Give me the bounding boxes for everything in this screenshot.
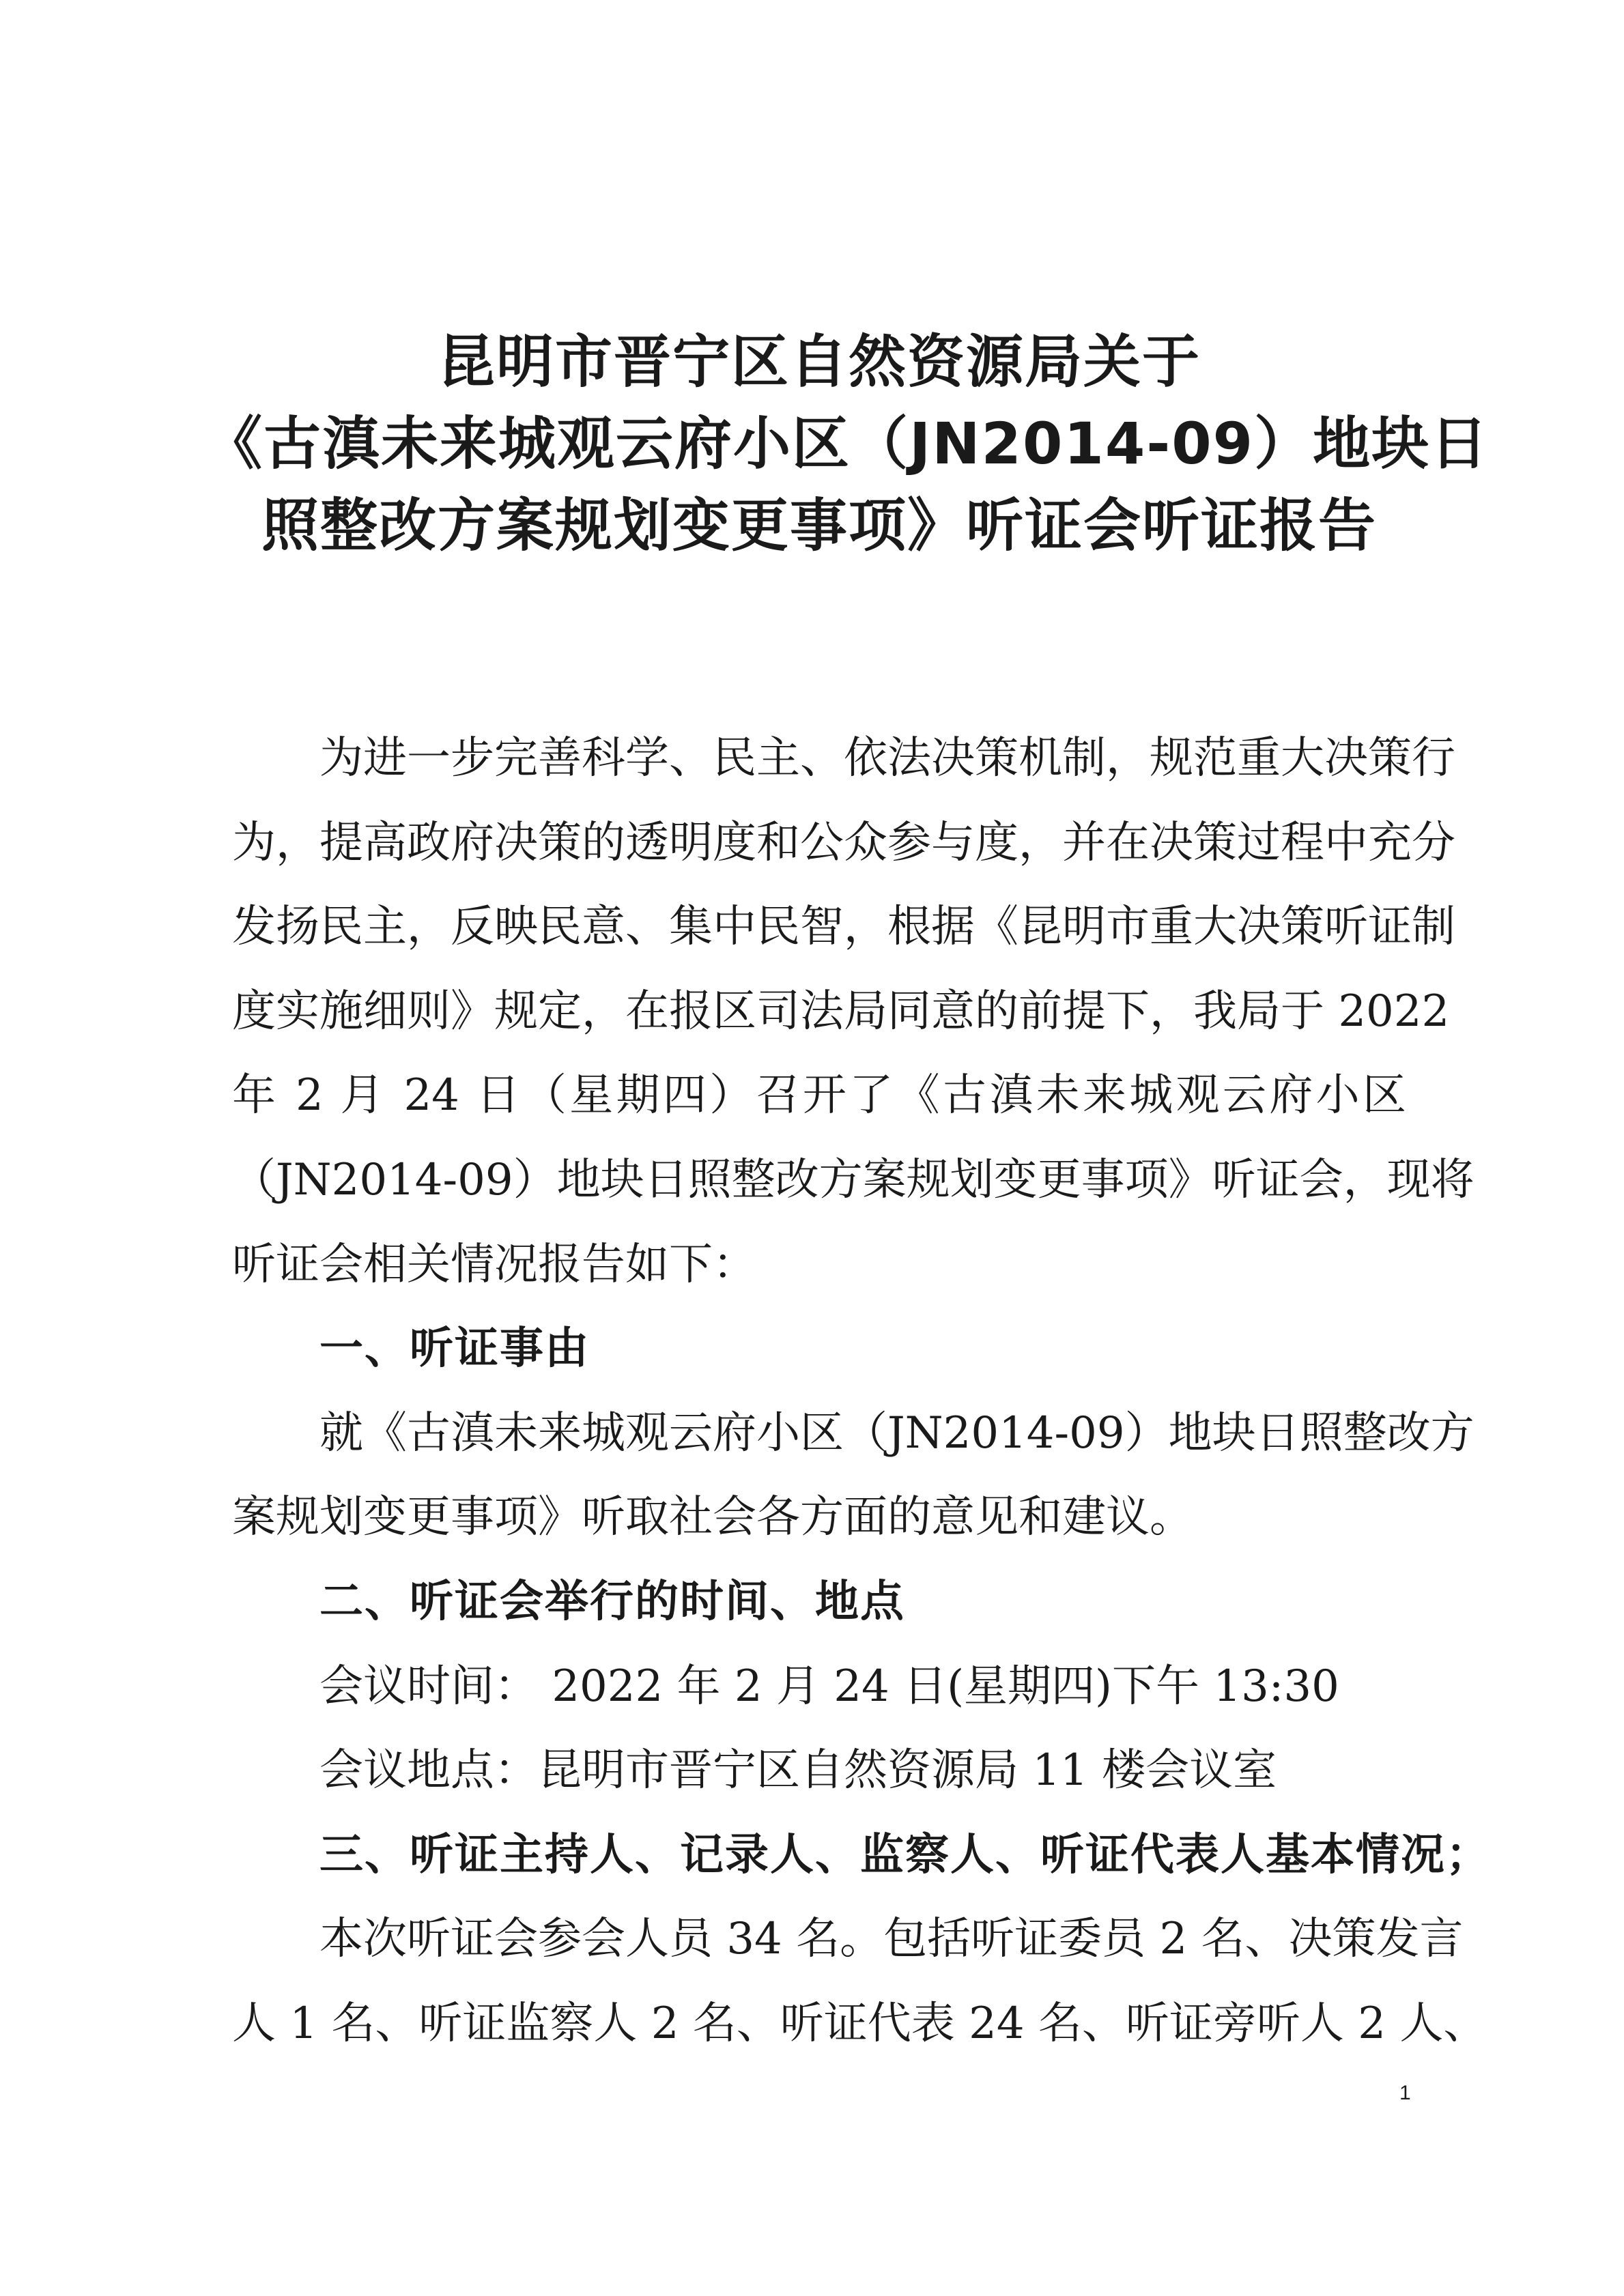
section-heading-1: 一、听证事由 xyxy=(319,1323,590,1375)
body-line-9: 就《古滇未来城观云府小区（JN2014-09）地块日照整改方 xyxy=(319,1407,1475,1459)
body-line-4: 度实施细则》规定，在报区司法局同意的前提下，我局于 2022 xyxy=(232,986,1450,1037)
title-line-2: 《古滇未来城观云府小区（JN2014-09）地块日 xyxy=(205,410,1490,477)
body-line-15: 本次听证会参会人员 34 名。包括听证委员 2 名、决策发言 xyxy=(319,1914,1464,1965)
body-line-1: 为进一步完善科学、民主、依法决策机制，规范重大决策行 xyxy=(319,733,1455,784)
body-line-5: 年 2 月 24 日（星期四）召开了《古滇未来城观云府小区 xyxy=(232,1070,1406,1121)
section-heading-2: 二、听证会举行的时间、地点 xyxy=(319,1576,905,1627)
body-line-10: 案规划变更事项》听取社会各方面的意见和建议。 xyxy=(232,1492,1193,1543)
body-line-16: 人 1 名、听证监察人 2 名、听证代表 24 名、听证旁听人 2 人、 xyxy=(232,1998,1487,2049)
body-line-3: 发扬民主，反映民意、集中民智，根据《昆明市重大决策听证制 xyxy=(232,902,1455,953)
meeting-time: 会议时间： 2022 年 2 月 24 日(星期四)下午 13:30 xyxy=(319,1661,1339,1712)
meeting-location: 会议地点：昆明市晋宁区自然资源局 11 楼会议室 xyxy=(319,1745,1277,1796)
title-line-3: 照整改方案规划变更事项》听证会听证报告 xyxy=(261,492,1377,559)
body-line-6: （JN2014-09）地块日照整改方案规划变更事项》听证会，现将 xyxy=(232,1154,1475,1205)
page-number: 1 xyxy=(1399,2082,1411,2104)
title-line-1: 昆明市晋宁区自然资源局关于 xyxy=(437,328,1201,395)
body-line-7: 听证会相关情况报告如下： xyxy=(232,1239,756,1290)
document-title xyxy=(205,321,1490,566)
document-body xyxy=(232,717,1491,2067)
body-line-2: 为，提高政府决策的透明度和公众参与度，并在决策过程中充分 xyxy=(232,817,1455,868)
section-heading-3: 三、听证主持人、记录人、监察人、听证代表人基本情况； xyxy=(319,1829,1491,1880)
